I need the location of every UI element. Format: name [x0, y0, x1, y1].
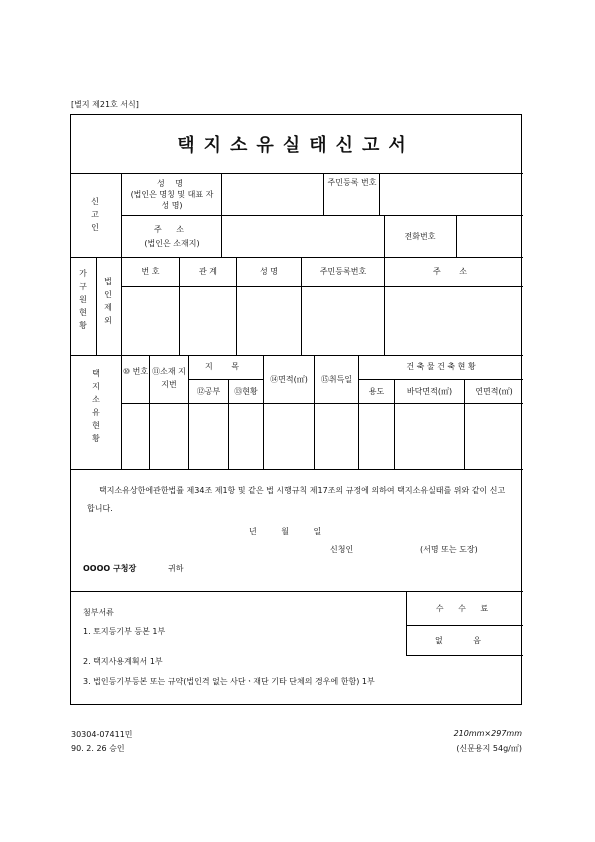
sign-label: (서명 또는 도장)	[420, 545, 478, 554]
land-col-floor-area: 바닥면적(㎡)	[406, 387, 453, 396]
household-excluded-label: 법인제외	[104, 277, 112, 325]
form-title: 택지소유실태신고서	[177, 135, 415, 156]
land-col-category: 지 목	[205, 362, 247, 371]
approval-date: 90. 2. 26 승인	[71, 744, 125, 753]
form-number-label: [별지 제21호 서식]	[71, 100, 139, 109]
attachment-item: 2. 택지사용계획서 1부	[83, 657, 163, 666]
reporter-section-label: 신고인	[91, 197, 99, 232]
applicant-label: 신청인	[330, 545, 354, 554]
land-col-total-area: 연면적(㎡)	[475, 387, 513, 396]
household-header-address: 주 소	[433, 267, 475, 276]
household-header-id: 주민등록번호	[319, 267, 367, 276]
paper-type: (신문용지 54g/㎡)	[456, 744, 522, 753]
land-col-area: ⑭면적(㎡)	[270, 375, 308, 384]
address-label: 주 소 (법인은 소재지)	[144, 225, 200, 248]
land-col-acquired: ⑮취득일	[320, 375, 353, 384]
land-col-official: ⑫공부	[196, 387, 221, 396]
land-col-current: ⑬현황	[234, 387, 258, 396]
phone-label: 전화번호	[404, 232, 436, 241]
attachment-item: 3. 법인등기부등본 또는 규약(법인격 없는 사단ㆍ재단 기타 단체의 경우에 한함) 1부	[83, 677, 375, 686]
declaration-text: 택지소유상한에관한법률 제34조 제1항 및 같은 법 시행규칙 제17조의 규정에 의하여 택지소유실태를 위와 같이 신고합니다.	[87, 486, 506, 513]
land-col-location: ⑪소재 지지번	[152, 367, 186, 389]
form-code: 30304-07411민	[71, 730, 133, 739]
household-header-no: 번 호	[141, 267, 160, 276]
land-col-use: 용도	[368, 387, 385, 396]
land-col-no: ⑩ 번호	[122, 367, 149, 376]
declaration-date: 년 월 일	[249, 527, 322, 536]
name-label: 성 명 (법인은 명칭 및 대표 자 성 명)	[130, 179, 214, 210]
household-header-name: 성 명	[260, 267, 278, 276]
fee-value: 없 음	[435, 636, 495, 645]
form-body	[70, 114, 522, 705]
household-section-label: 가구원현황	[79, 269, 87, 330]
land-col-building: 건 축 물 건 축 현 황	[406, 362, 476, 371]
resident-id-label: 주민등록 번호	[327, 178, 377, 187]
household-header-relation: 관 계	[199, 267, 217, 276]
land-section-label: 택지소유 현황	[92, 369, 100, 443]
honorific-label: 귀하	[168, 564, 184, 573]
fee-label: 수 수 료	[435, 604, 495, 613]
attachments-title: 첨부서류	[83, 608, 114, 617]
attachment-item: 1. 토지등기부 등본 1부	[83, 627, 166, 636]
paper-size: 210mm×297mm	[453, 729, 522, 738]
recipient-label: OOOO 구청장	[83, 564, 137, 573]
